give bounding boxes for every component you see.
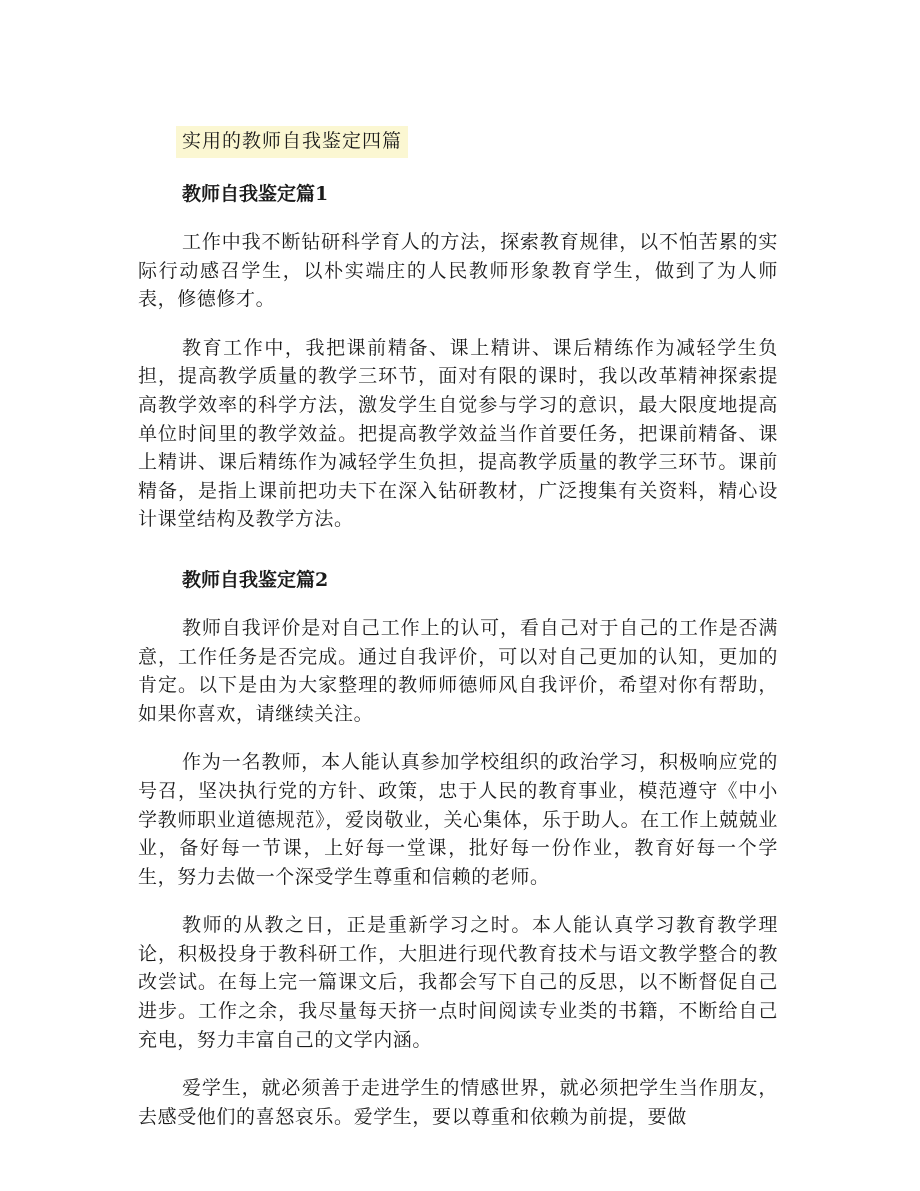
paragraph: 教师的从教之日，正是重新学习之时。本人能认真学习教育教学理论，积极投身于教科研工作，大胆进行现代教育技术与语文教学整合的教改尝试。在每上完一篇课文后，我都会写下自己的反思，以不断督促自己进步。工作之余，我尽量每天挤一点时间阅读专业类的书籍，不断给自己充电，努力丰富自己的文学内涵。 — [138, 914, 778, 1051]
paragraph: 教师自我评价是对自己工作上的认可，看自己对于自己的工作是否满意，工作任务是否完成。通过自我评价，可以对自己更加的认知，更加的肯定。以下是由为大家整理的教师师德师风自我评价，希望对你有帮助，如果你喜欢，请继续关注。 — [138, 616, 778, 725]
document-body — [138, 178, 778, 1131]
section-heading-2: 教师自我鉴定篇2 — [182, 568, 329, 591]
document-title: 实用的教师自我鉴定四篇 — [176, 126, 408, 158]
paragraph: 教育工作中，我把课前精备、课上精讲、课后精练作为减轻学生负担，提高教学质量的教学三环节，面对有限的课时，我以改革精神探索提高教学效率的科学方法，激发学生自觉参与学习的意识，最大限度地提高单位时间里的教学效益。把提高教学效益当作首要任务，把课前精备、课上精讲、课后精练作为减轻学生负担，提高教学质量的教学三环节。课前精备，是指上课前把功夫下在深入钻研教材，广泛搜集有关资料，精心设计课堂结构及教学方法。 — [138, 336, 778, 531]
paragraph: 工作中我不断钻研科学育人的方法，探索教育规律，以不怕苦累的实际行动感召学生，以朴实端庄的人民教师形象教育学生，做到了为人师表，修德修才。 — [138, 231, 778, 311]
paragraph: 爱学生，就必须善于走进学生的情感世界，就必须把学生当作朋友，去感受他们的喜怒哀乐。爱学生，要以尊重和依赖为前提，要做 — [138, 1077, 778, 1128]
section-heading-1: 教师自我鉴定篇1 — [182, 183, 329, 205]
paragraph: 作为一名教师，本人能认真参加学校组织的政治学习，积极响应党的号召，坚决执行党的方针、政策，忠于人民的教育事业，模范遵守《中小学教师职业道德规范》，爱岗敬业，关心集体，乐于助人。在工作上兢兢业业，备好每一节课，上好每一堂课，批好每一份作业，教育好每一个学生，努力去做一个深受学生尊重和信赖的老师。 — [138, 751, 778, 888]
